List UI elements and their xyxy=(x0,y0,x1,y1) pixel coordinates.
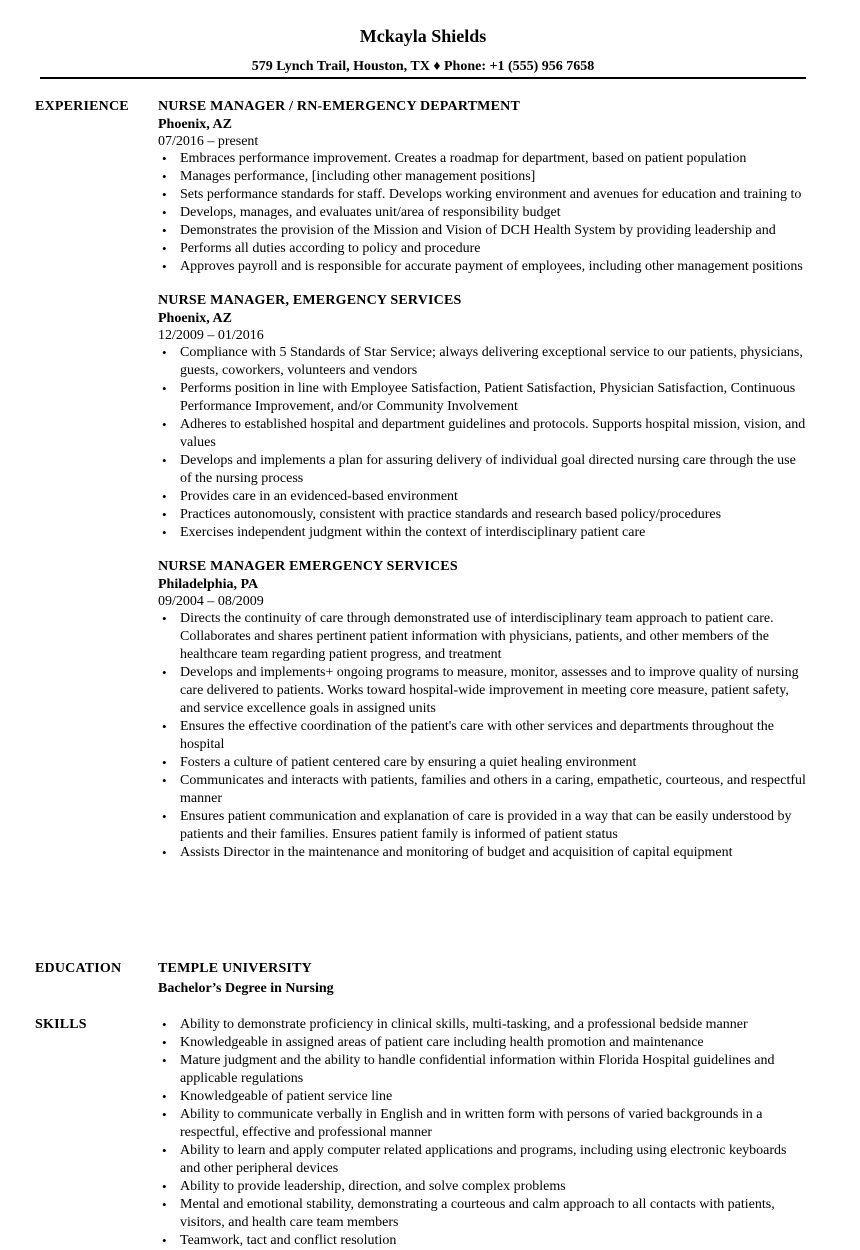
list-item: • Mental and emotional stability, demonstrating a courteous and calm approach to all contacts with patients, visitors, and health care team members xyxy=(158,1196,810,1232)
education-heading: EDUCATION xyxy=(35,961,122,976)
job-location: Philadelphia, PA xyxy=(158,577,259,592)
skills-list xyxy=(158,1016,810,1250)
list-item: • Directs the continuity of care through demonstrated use of interdisciplinary team approach to patient care. Collaborates and shares pertinent patient information with physicians, patients, and other members of the healthcare team regarding patient progress, and treatment xyxy=(158,610,810,664)
job-dates: 07/2016 – present xyxy=(158,134,259,149)
experience-section xyxy=(158,98,810,878)
list-item: • Provides care in an evidenced-based environment xyxy=(158,488,810,506)
job-bullets xyxy=(158,344,810,542)
list-item: • Communicates and interacts with patients, families and others in a caring, empathetic, courteous, and respectful manner xyxy=(158,772,810,808)
list-item: • Develops, manages, and evaluates unit/area of responsibility budget xyxy=(158,204,810,222)
skills-section xyxy=(158,1016,810,1250)
list-item: • Practices autonomously, consistent with practice standards and research based policy/procedures xyxy=(158,506,810,524)
list-item: • Teamwork, tact and conflict resolution xyxy=(158,1232,810,1250)
job-entry xyxy=(158,558,810,862)
skills-heading: SKILLS xyxy=(35,1017,87,1032)
degree-name: Bachelor’s Degree in Nursing xyxy=(158,981,334,996)
list-item: • Ensures the effective coordination of the patient's care with other services and departments throughout the hospital xyxy=(158,718,810,754)
list-item: • Adheres to established hospital and department guidelines and protocols. Supports hospital mission, vision, and values xyxy=(158,416,810,452)
list-item: • Performs position in line with Employee Satisfaction, Patient Satisfaction, Physician Satisfaction, Continuous Performance Improvement, and/or Community Involvement xyxy=(158,380,810,416)
list-item: • Knowledgeable of patient service line xyxy=(158,1088,810,1106)
list-item: • Knowledgeable in assigned areas of patient care including health promotion and maintenance xyxy=(158,1034,810,1052)
job-bullets xyxy=(158,150,810,276)
job-entry xyxy=(158,292,810,542)
candidate-name: Mckayla Shields xyxy=(359,26,487,46)
list-item: • Performs all duties according to policy and procedure xyxy=(158,240,810,258)
job-dates: 12/2009 – 01/2016 xyxy=(158,328,264,343)
list-item: • Assists Director in the maintenance and monitoring of budget and acquisition of capital equipment xyxy=(158,844,810,862)
list-item: • Embraces performance improvement. Creates a roadmap for department, based on patient population xyxy=(158,150,810,168)
job-title: NURSE MANAGER EMERGENCY SERVICES xyxy=(158,559,458,574)
job-entry xyxy=(158,98,810,276)
school-name: TEMPLE UNIVERSITY xyxy=(158,961,312,976)
header-divider xyxy=(40,77,806,79)
list-item: • Sets performance standards for staff. Develops working environment and avenues for education and training to xyxy=(158,186,810,204)
list-item: • Fosters a culture of patient centered care by ensuring a quiet healing environment xyxy=(158,754,810,772)
job-dates: 09/2004 – 08/2009 xyxy=(158,594,264,609)
experience-heading: EXPERIENCE xyxy=(35,99,129,114)
job-location: Phoenix, AZ xyxy=(158,311,232,326)
job-bullets xyxy=(158,610,810,862)
education-section xyxy=(158,960,810,1000)
list-item: • Develops and implements+ ongoing programs to measure, monitor, assesses and to improve quality of nursing care delivered to patients. Works toward hospital-wide improvement in meeting core measure, patient safety, and service excellence goals in assigned units xyxy=(158,664,810,718)
list-item: • Ensures patient communication and explanation of care is provided in a way that can be easily understood by patients and their families. Ensures patient family is informed of patient status xyxy=(158,808,810,844)
list-item: • Ability to communicate verbally in English and in written form with persons of varied backgrounds in a respectful, effective and professional manner xyxy=(158,1106,810,1142)
list-item: • Compliance with 5 Standards of Star Service; always delivering exceptional service to our patients, physicians, guests, coworkers, volunteers and vendors xyxy=(158,344,810,380)
list-item: • Ability to demonstrate proficiency in clinical skills, multi-tasking, and a professional bedside manner xyxy=(158,1016,810,1034)
contact-line: 579 Lynch Trail, Houston, TX ♦ Phone: +1 (555) 956 7658 xyxy=(251,59,595,74)
list-item: • Exercises independent judgment within the context of interdisciplinary patient care xyxy=(158,524,810,542)
list-item: • Ability to provide leadership, direction, and solve complex problems xyxy=(158,1178,810,1196)
list-item: • Demonstrates the provision of the Mission and Vision of DCH Health System by providing leadership and xyxy=(158,222,810,240)
job-location: Phoenix, AZ xyxy=(158,117,232,132)
job-title: NURSE MANAGER, EMERGENCY SERVICES xyxy=(158,293,462,308)
list-item: • Ability to learn and apply computer related applications and programs, including using electronic keyboards and other peripheral devices xyxy=(158,1142,810,1178)
job-title: NURSE MANAGER / RN-EMERGENCY DEPARTMENT xyxy=(158,99,520,114)
list-item: • Develops and implements a plan for assuring delivery of individual goal directed nursing care through the use of the nursing process xyxy=(158,452,810,488)
list-item: • Approves payroll and is responsible for accurate payment of employees, including other management positions xyxy=(158,258,810,276)
list-item: • Mature judgment and the ability to handle confidential information within Florida Hospital guidelines and applicable regulations xyxy=(158,1052,810,1088)
list-item: • Manages performance, [including other management positions] xyxy=(158,168,810,186)
